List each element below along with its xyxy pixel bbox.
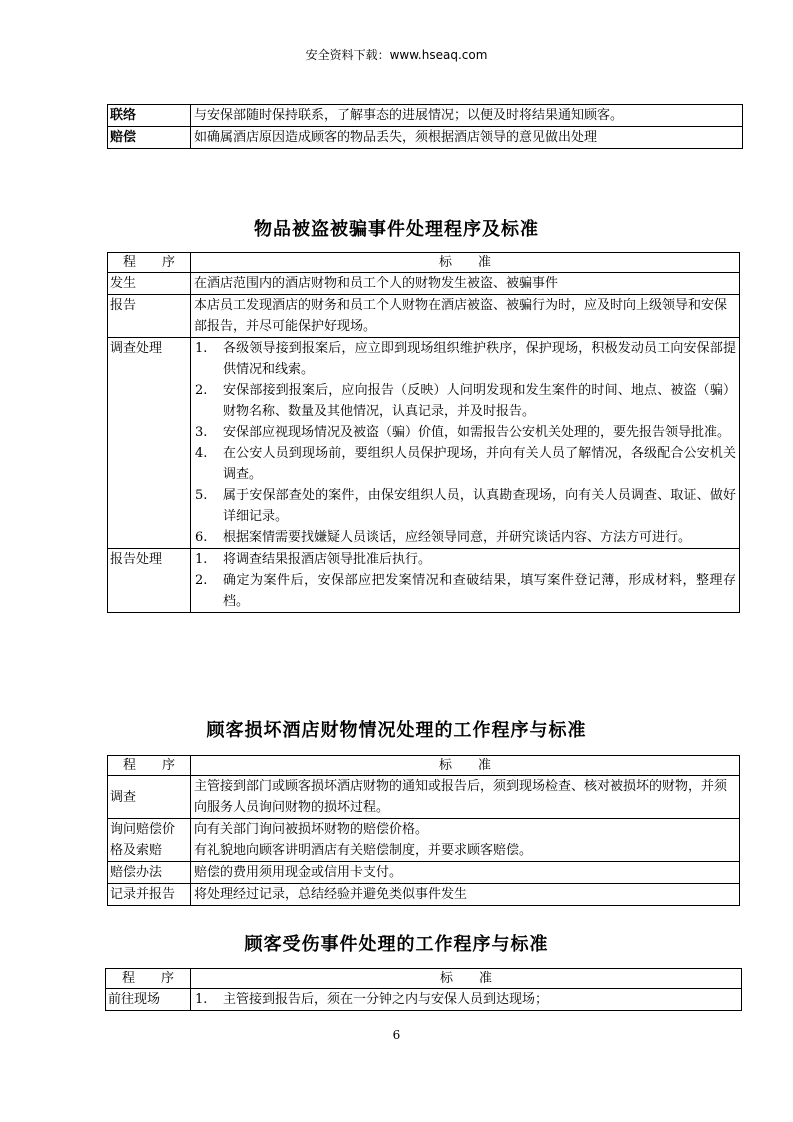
row-label: 询问赔偿价格及索赔: [108, 819, 191, 862]
list-item: 2. 确定为案件后，安保部应把发案情况和查破结果，填写案件登记薄，形成材料，整理存档。: [195, 573, 736, 609]
row-text: [191, 819, 740, 862]
table-header-row: [108, 756, 740, 776]
row-label: 调查: [108, 776, 191, 819]
table-row: [108, 338, 740, 549]
row-line: 有礼貌地向顾客讲明酒店有关赔偿制度，并要求顾客赔偿。: [194, 843, 533, 858]
row-label: 报告处理: [108, 549, 191, 613]
row-text: 将处理经过记录，总结经验并避免类似事件发生: [191, 884, 740, 906]
row-text: 与安保部随时保持联系，了解事态的进展情况；以便及时将结果通知顾客。: [191, 105, 743, 127]
table-row: [108, 549, 740, 613]
list-item: 5. 属于安保部查处的案件，由保安组织人员，认真勘查现场，向有关人员调查、取证、做好详细记录。: [195, 488, 736, 524]
table-header-row: [108, 253, 740, 273]
row-list: [191, 338, 740, 549]
table-row: [108, 105, 743, 127]
row-text: 在酒店范围内的酒店财物和员工个人的财物发生被盗、被骗事件: [191, 273, 740, 295]
section-title-injury: 顾客受伤事件处理的工作程序与标准: [244, 934, 549, 955]
page-header: 安全资料下载：www.hseaq.com: [305, 48, 488, 62]
table-row: [108, 884, 740, 906]
row-label: 记录并报告: [108, 884, 191, 906]
table-row: [108, 127, 743, 149]
page-number: 6: [392, 1028, 401, 1042]
row-label: 报告: [108, 295, 191, 338]
row-label: 联络: [108, 105, 191, 127]
row-line: 向有关部门询问被损坏财物的赔偿价格。: [194, 822, 429, 837]
list-item: 1. 将调查结果报酒店领导批准后执行。: [195, 552, 432, 567]
table-row: [108, 273, 740, 295]
list-item: 4. 在公安人员到现场前，要组织人员保护现场，并向有关人员了解情况，各级配合公安机关调查。: [195, 446, 736, 482]
list-item: 3. 安保部应视现场情况及被盗（骗）价值，如需报告公安机关处理的，要先报告领导批准。: [195, 425, 731, 440]
col-header-procedure: 程 序: [108, 756, 191, 776]
table-row: [108, 862, 740, 884]
table-row: [106, 989, 742, 1011]
table-row: [108, 295, 740, 338]
row-text: 本店员工发现酒店的财务和员工个人财物在酒店被盗、被骗行为时，应及时向上级领导和安保部报告，并尽可能保护好现场。: [191, 295, 740, 338]
list-item: 1. 各级领导接到报案后，应立即到现场组织维护秩序，保护现场，积极发动员工向安保部提供情况和线索。: [195, 341, 736, 377]
section-title-damage: 顾客损坏酒店财物情况处理的工作程序与标准: [206, 720, 587, 741]
col-header-standard: 标 准: [191, 969, 742, 989]
row-list: [191, 989, 742, 1011]
table-header-row: [106, 969, 742, 989]
theft-procedure-table: [107, 252, 740, 613]
col-header-procedure: 程 序: [108, 253, 191, 273]
row-label: 调查处理: [108, 338, 191, 549]
list-item: 6. 根据案情需要找嫌疑人员谈话，应经领导同意，并研究谈话内容、方法方可进行。: [195, 530, 692, 545]
table-row: [108, 819, 740, 862]
row-label: 前往现场: [106, 989, 191, 1011]
contact-compensation-table: [107, 104, 743, 149]
table-row: [108, 776, 740, 819]
injury-procedure-table: [105, 968, 742, 1011]
col-header-standard: 标 准: [191, 253, 740, 273]
row-text: 如确属酒店原因造成顾客的物品丢失，须根据酒店领导的意见做出处理: [191, 127, 743, 149]
row-label: 赔偿办法: [108, 862, 191, 884]
row-label: 发生: [108, 273, 191, 295]
row-text: 赔偿的费用须用现金或信用卡支付。: [191, 862, 740, 884]
row-label: 赔偿: [108, 127, 191, 149]
list-item: 2. 安保部接到报案后，应向报告（反映）人问明发现和发生案件的时间、地点、被盗（骗）财物名称、数量及其他情况，认真记录，并及时报告。: [195, 383, 736, 419]
list-item: 1. 主管接到报告后，须在一分钟之内与安保人员到达现场；: [195, 992, 549, 1007]
col-header-procedure: 程 序: [106, 969, 191, 989]
damage-procedure-table: [107, 755, 740, 906]
section-title-theft: 物品被盗被骗事件处理程序及标准: [254, 219, 539, 240]
col-header-standard: 标 准: [191, 756, 740, 776]
row-list: [191, 549, 740, 613]
row-text: 主管接到部门或顾客损坏酒店财物的通知或报告后，须到现场检查、核对被损坏的财物，并须向服务人员询问财物的损坏过程。: [191, 776, 740, 819]
